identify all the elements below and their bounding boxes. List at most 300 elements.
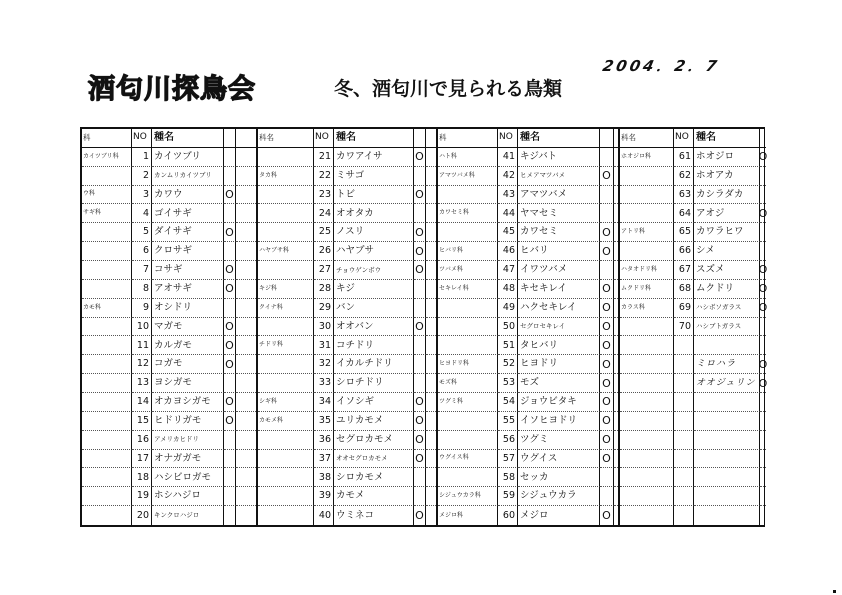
family-cell (438, 299, 498, 318)
species-name: カンムリカイツブリ (152, 167, 224, 186)
sighting-mark (414, 167, 426, 186)
species-name: ミサゴ (334, 167, 414, 186)
sighting-mark (414, 336, 426, 355)
column-header-no: NO (314, 129, 334, 148)
sighting-mark: O (760, 261, 766, 280)
species-name: オカヨシガモ (152, 393, 224, 412)
species-number: 7 (132, 261, 152, 280)
sighting-mark: O (414, 148, 426, 167)
species-number: 17 (132, 450, 152, 469)
column-spacer (236, 242, 258, 261)
family-cell: シジュウカラ科 (438, 487, 498, 506)
species-number: 52 (498, 355, 518, 374)
species-number: 67 (674, 261, 694, 280)
family-cell (258, 374, 314, 393)
sighting-mark (760, 336, 766, 355)
family-cell (258, 355, 314, 374)
species-number (674, 336, 694, 355)
column-spacer (236, 204, 258, 223)
species-name: イソヒヨドリ (518, 412, 600, 431)
sighting-mark (600, 186, 614, 205)
column-header-no: NO (498, 129, 518, 148)
family-cell: カイツブリ科 (82, 148, 132, 167)
family-cell (82, 450, 132, 469)
column-spacer (236, 450, 258, 469)
species-number: 13 (132, 374, 152, 393)
species-number: 41 (498, 148, 518, 167)
family-cell: ハト科 (438, 148, 498, 167)
species-number: 66 (674, 242, 694, 261)
species-name (694, 393, 760, 412)
species-name: ノスリ (334, 223, 414, 242)
survey-date: 2004．2．7 (600, 57, 722, 75)
species-name: ウグイス (518, 450, 600, 469)
species-name: オオバン (334, 318, 414, 337)
sighting-mark (224, 506, 236, 525)
column-spacer (236, 506, 258, 525)
sighting-mark (224, 242, 236, 261)
species-number: 64 (674, 204, 694, 223)
species-name: ハクセキレイ (518, 299, 600, 318)
sighting-mark: O (414, 412, 426, 431)
page-title: 冬、酒匂川で見られる鳥類 (334, 78, 563, 100)
species-name: セグロカモメ (334, 431, 414, 450)
species-name: ヒバリ (518, 242, 600, 261)
species-number: 59 (498, 487, 518, 506)
species-name: ウミネコ (334, 506, 414, 525)
species-number: 29 (314, 299, 334, 318)
family-cell: カワセミ科 (438, 204, 498, 223)
species-name: ミロハラ (694, 355, 760, 374)
sighting-mark: O (600, 355, 614, 374)
species-name: セグロセキレイ (518, 318, 600, 337)
species-number: 9 (132, 299, 152, 318)
species-name (694, 506, 760, 525)
sighting-mark: O (224, 280, 236, 299)
species-name: オオセグロカモメ (334, 450, 414, 469)
column-spacer (236, 280, 258, 299)
sighting-mark (760, 487, 766, 506)
family-cell: モズ科 (438, 374, 498, 393)
species-name: カルガモ (152, 336, 224, 355)
species-name: アオジ (694, 204, 760, 223)
species-name: オオタカ (334, 204, 414, 223)
species-name: マガモ (152, 318, 224, 337)
family-cell (438, 468, 498, 487)
species-number: 2 (132, 167, 152, 186)
sighting-mark: O (600, 450, 614, 469)
species-number: 21 (314, 148, 334, 167)
sighting-mark (224, 299, 236, 318)
family-cell: ヒヨドリ科 (438, 355, 498, 374)
species-name: シロチドリ (334, 374, 414, 393)
species-name: カワセミ (518, 223, 600, 242)
column-spacer (236, 355, 258, 374)
family-cell (258, 148, 314, 167)
column-header-family: 科名 (258, 129, 314, 148)
family-cell (82, 223, 132, 242)
species-name: キセキレイ (518, 280, 600, 299)
family-cell (82, 280, 132, 299)
species-number: 31 (314, 336, 334, 355)
family-cell (438, 318, 498, 337)
family-cell (620, 431, 674, 450)
species-number: 47 (498, 261, 518, 280)
species-number (674, 374, 694, 393)
species-number: 28 (314, 280, 334, 299)
sighting-mark (760, 431, 766, 450)
family-cell (620, 506, 674, 525)
sighting-mark: O (760, 280, 766, 299)
species-name: ヒメアマツバメ (518, 167, 600, 186)
sighting-mark: O (224, 412, 236, 431)
species-name (694, 431, 760, 450)
column-spacer (236, 299, 258, 318)
species-number: 32 (314, 355, 334, 374)
species-name: コチドリ (334, 336, 414, 355)
species-number: 61 (674, 148, 694, 167)
species-number: 37 (314, 450, 334, 469)
family-cell (82, 355, 132, 374)
species-number: 48 (498, 280, 518, 299)
species-number: 25 (314, 223, 334, 242)
column-header-family: 科 (82, 129, 132, 148)
column-spacer (236, 261, 258, 280)
sighting-mark: O (760, 355, 766, 374)
species-number: 49 (498, 299, 518, 318)
column-header-mark (600, 129, 614, 148)
sighting-mark (600, 204, 614, 223)
family-cell (258, 223, 314, 242)
column-spacer (236, 186, 258, 205)
family-cell (620, 450, 674, 469)
family-cell: ウ科 (82, 186, 132, 205)
column-spacer (236, 148, 258, 167)
column-spacer (236, 431, 258, 450)
family-cell: アマツバメ科 (438, 167, 498, 186)
sighting-mark (760, 450, 766, 469)
column-spacer (236, 223, 258, 242)
sighting-mark: O (600, 167, 614, 186)
sighting-mark: O (224, 393, 236, 412)
species-number: 19 (132, 487, 152, 506)
family-cell (620, 242, 674, 261)
species-name: ムクドリ (694, 280, 760, 299)
sighting-mark: O (414, 450, 426, 469)
species-name: ダイサギ (152, 223, 224, 242)
species-name: メジロ (518, 506, 600, 525)
family-cell (82, 261, 132, 280)
species-name: イワツバメ (518, 261, 600, 280)
family-cell (438, 186, 498, 205)
species-name: ヒドリガモ (152, 412, 224, 431)
family-cell: ハタオドリ科 (620, 261, 674, 280)
species-number: 58 (498, 468, 518, 487)
family-cell (82, 318, 132, 337)
species-name: ジョウビタキ (518, 393, 600, 412)
species-name: カシラダカ (694, 186, 760, 205)
family-cell: ツバメ科 (438, 261, 498, 280)
family-cell (438, 431, 498, 450)
family-cell (620, 393, 674, 412)
family-cell (258, 468, 314, 487)
species-number: 6 (132, 242, 152, 261)
species-name: オシドリ (152, 299, 224, 318)
species-number: 15 (132, 412, 152, 431)
family-cell (258, 450, 314, 469)
species-name: トビ (334, 186, 414, 205)
family-cell: ムクドリ科 (620, 280, 674, 299)
sighting-mark: O (414, 242, 426, 261)
species-name (694, 487, 760, 506)
sighting-mark (760, 242, 766, 261)
species-number: 56 (498, 431, 518, 450)
species-number: 68 (674, 280, 694, 299)
species-number: 44 (498, 204, 518, 223)
family-cell (82, 374, 132, 393)
species-number (674, 450, 694, 469)
family-cell: ツグミ科 (438, 393, 498, 412)
species-name: シメ (694, 242, 760, 261)
species-number: 55 (498, 412, 518, 431)
sighting-mark: O (414, 186, 426, 205)
sighting-mark (760, 186, 766, 205)
family-cell (258, 204, 314, 223)
family-cell (82, 336, 132, 355)
column-spacer (236, 129, 258, 148)
sighting-mark: O (600, 506, 614, 525)
species-name: キンクロハジロ (152, 506, 224, 525)
column-header-no: NO (132, 129, 152, 148)
column-spacer (236, 393, 258, 412)
species-name: クロサギ (152, 242, 224, 261)
family-cell (620, 336, 674, 355)
species-name: ホオアカ (694, 167, 760, 186)
species-name: ホシハジロ (152, 487, 224, 506)
family-cell: ウグイス科 (438, 450, 498, 469)
sighting-mark: O (600, 299, 614, 318)
species-name: オオジュリン (694, 374, 760, 393)
family-cell (82, 393, 132, 412)
sighting-mark (224, 431, 236, 450)
species-number: 57 (498, 450, 518, 469)
scan-speck (833, 590, 836, 593)
sighting-mark: O (224, 223, 236, 242)
species-number: 50 (498, 318, 518, 337)
species-name: ハシブトガラス (694, 318, 760, 337)
species-name: キジバト (518, 148, 600, 167)
species-name: ヤマセミ (518, 204, 600, 223)
family-cell: カラス科 (620, 299, 674, 318)
species-name: ホオジロ (694, 148, 760, 167)
species-number: 5 (132, 223, 152, 242)
species-number: 20 (132, 506, 152, 525)
family-cell (620, 186, 674, 205)
family-cell (82, 242, 132, 261)
family-cell: シギ科 (258, 393, 314, 412)
family-cell (620, 468, 674, 487)
species-number: 36 (314, 431, 334, 450)
family-cell (82, 431, 132, 450)
species-number: 26 (314, 242, 334, 261)
family-cell (620, 204, 674, 223)
sighting-mark: O (414, 393, 426, 412)
sighting-mark: O (600, 223, 614, 242)
species-name: ハシビロガモ (152, 468, 224, 487)
checklist-block-4 (618, 129, 768, 525)
family-cell (258, 186, 314, 205)
family-cell: キジ科 (258, 280, 314, 299)
species-number: 53 (498, 374, 518, 393)
sighting-mark (224, 487, 236, 506)
checklist-block-1 (80, 129, 256, 525)
species-name (694, 468, 760, 487)
sighting-mark (224, 468, 236, 487)
sighting-mark (414, 355, 426, 374)
family-cell (258, 431, 314, 450)
species-name: カモメ (334, 487, 414, 506)
sighting-mark: O (600, 412, 614, 431)
sighting-mark (224, 450, 236, 469)
family-cell: ヒバリ科 (438, 242, 498, 261)
family-cell: ホオジロ科 (620, 148, 674, 167)
family-cell: カモ科 (82, 299, 132, 318)
family-cell (258, 487, 314, 506)
species-name: コサギ (152, 261, 224, 280)
species-name: オナガガモ (152, 450, 224, 469)
family-cell (82, 412, 132, 431)
column-header-mark (414, 129, 426, 148)
species-name: タヒバリ (518, 336, 600, 355)
family-cell: メジロ科 (438, 506, 498, 525)
sighting-mark: O (224, 355, 236, 374)
species-number: 54 (498, 393, 518, 412)
sighting-mark (760, 167, 766, 186)
sighting-mark: O (600, 336, 614, 355)
family-cell (82, 167, 132, 186)
column-spacer (236, 468, 258, 487)
species-number: 4 (132, 204, 152, 223)
sighting-mark: O (600, 318, 614, 337)
sighting-mark (600, 261, 614, 280)
sighting-mark (224, 148, 236, 167)
sighting-mark (224, 204, 236, 223)
species-name: ヨシガモ (152, 374, 224, 393)
species-number: 18 (132, 468, 152, 487)
species-name: バン (334, 299, 414, 318)
family-cell (438, 412, 498, 431)
family-cell (258, 261, 314, 280)
species-name (694, 450, 760, 469)
species-number: 11 (132, 336, 152, 355)
sighting-mark (414, 299, 426, 318)
column-spacer (236, 318, 258, 337)
species-name: カワアイサ (334, 148, 414, 167)
sighting-mark: O (224, 261, 236, 280)
species-name (694, 336, 760, 355)
species-name: シジュウカラ (518, 487, 600, 506)
species-number: 10 (132, 318, 152, 337)
sighting-mark: O (414, 223, 426, 242)
family-cell: チドリ科 (258, 336, 314, 355)
family-cell: アトリ科 (620, 223, 674, 242)
sighting-mark: O (224, 186, 236, 205)
species-name: アオサギ (152, 280, 224, 299)
species-number (674, 355, 694, 374)
family-cell (438, 336, 498, 355)
species-name: チョウゲンボウ (334, 261, 414, 280)
family-cell (620, 374, 674, 393)
species-number: 27 (314, 261, 334, 280)
column-header-name: 種名 (518, 129, 600, 148)
family-cell (620, 412, 674, 431)
species-name: アメリカヒドリ (152, 431, 224, 450)
sighting-mark: O (414, 431, 426, 450)
sighting-mark (760, 318, 766, 337)
species-number: 34 (314, 393, 334, 412)
sighting-mark: O (224, 318, 236, 337)
sighting-mark (760, 412, 766, 431)
sighting-mark: O (600, 393, 614, 412)
sighting-mark (760, 223, 766, 242)
species-name: カイツブリ (152, 148, 224, 167)
species-number: 62 (674, 167, 694, 186)
species-number: 70 (674, 318, 694, 337)
column-spacer (236, 336, 258, 355)
species-name: モズ (518, 374, 600, 393)
family-cell: ハヤブサ科 (258, 242, 314, 261)
family-cell (82, 468, 132, 487)
family-cell (620, 355, 674, 374)
species-name: イカルチドリ (334, 355, 414, 374)
species-number: 1 (132, 148, 152, 167)
species-name: カワラヒワ (694, 223, 760, 242)
sighting-mark (414, 487, 426, 506)
family-cell (258, 318, 314, 337)
event-logo: 酒匂川探鳥会 (88, 74, 256, 105)
species-number: 14 (132, 393, 152, 412)
species-number: 23 (314, 186, 334, 205)
sighting-mark: O (760, 204, 766, 223)
sighting-mark (224, 374, 236, 393)
sighting-mark: O (600, 242, 614, 261)
column-header-mark (224, 129, 236, 148)
sighting-mark: O (760, 374, 766, 393)
family-cell: カモメ科 (258, 412, 314, 431)
species-number: 35 (314, 412, 334, 431)
species-number: 3 (132, 186, 152, 205)
sighting-mark: O (224, 336, 236, 355)
sighting-mark: O (414, 318, 426, 337)
family-cell: クイナ科 (258, 299, 314, 318)
species-number: 46 (498, 242, 518, 261)
checklist-block-3 (436, 129, 618, 525)
sighting-mark: O (600, 431, 614, 450)
species-number (674, 412, 694, 431)
column-spacer (236, 412, 258, 431)
species-number: 16 (132, 431, 152, 450)
sighting-mark (414, 374, 426, 393)
family-cell (258, 506, 314, 525)
column-header-no: NO (674, 129, 694, 148)
species-number: 30 (314, 318, 334, 337)
sighting-mark (760, 468, 766, 487)
species-number: 69 (674, 299, 694, 318)
column-header-name: 種名 (694, 129, 760, 148)
species-number: 42 (498, 167, 518, 186)
sighting-mark: O (414, 506, 426, 525)
species-name: イソシギ (334, 393, 414, 412)
